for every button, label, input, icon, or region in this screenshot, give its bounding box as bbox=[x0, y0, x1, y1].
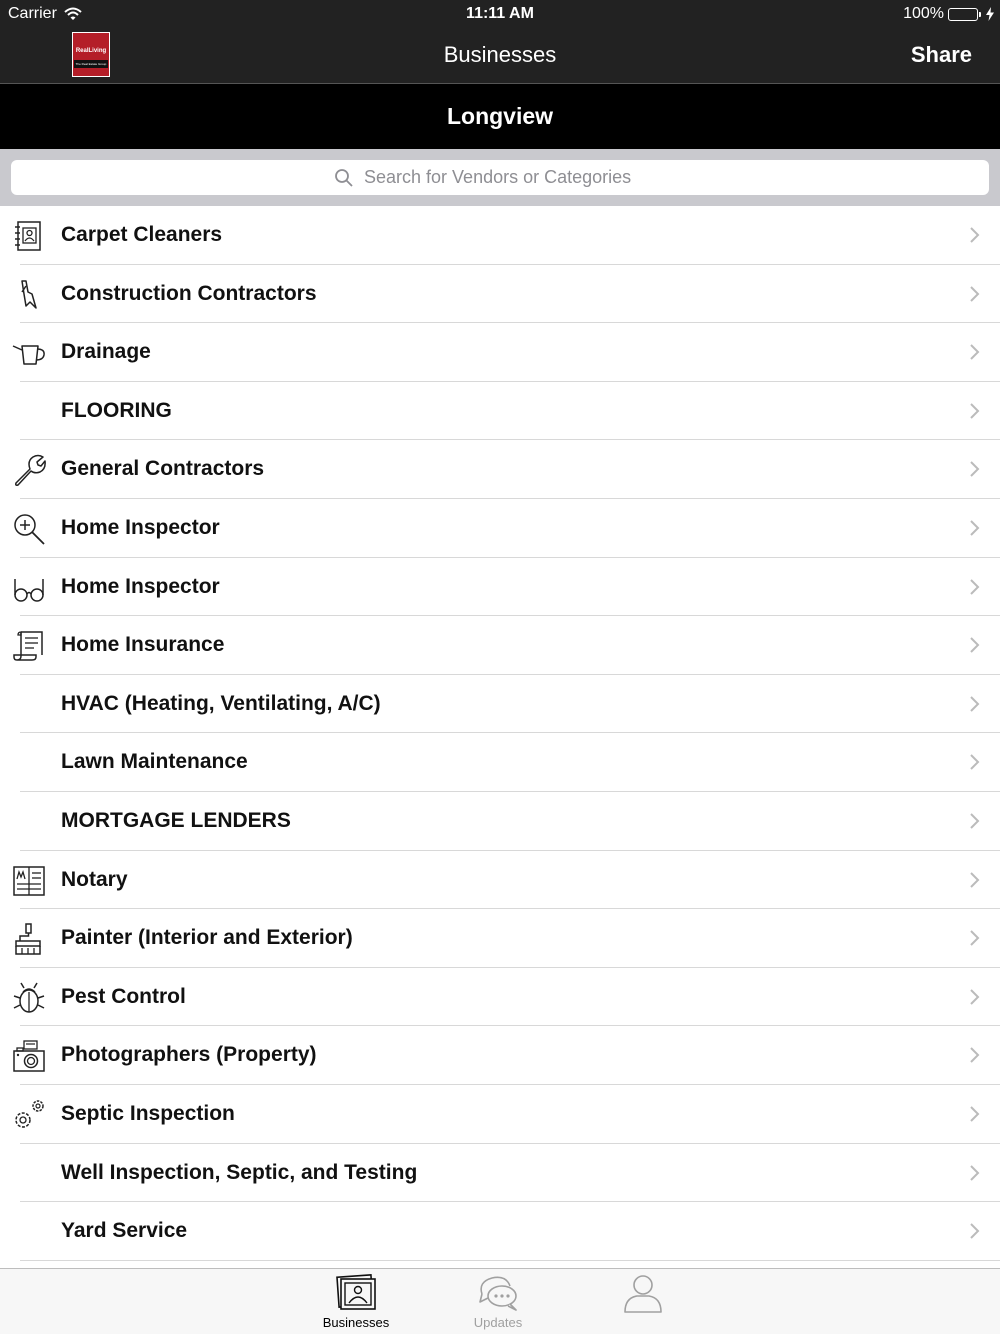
document-icon bbox=[12, 864, 46, 898]
list-item-label: FLOORING bbox=[61, 398, 172, 422]
list-item[interactable] bbox=[0, 968, 1000, 1027]
chevron-right-icon bbox=[968, 342, 980, 362]
category-list bbox=[0, 206, 1000, 1261]
search-bar bbox=[0, 149, 1000, 206]
list-item-label: Home Inspector bbox=[61, 515, 220, 539]
list-item[interactable] bbox=[0, 675, 1000, 734]
chevron-right-icon bbox=[968, 284, 980, 304]
list-item-label: Home Inspector bbox=[61, 574, 220, 598]
list-item[interactable] bbox=[0, 1085, 1000, 1144]
list-item[interactable] bbox=[0, 265, 1000, 324]
list-item[interactable] bbox=[0, 616, 1000, 675]
wrench-icon bbox=[12, 453, 46, 487]
chevron-right-icon bbox=[968, 1163, 980, 1183]
glasses-icon bbox=[12, 571, 46, 605]
list-item-label: Home Insurance bbox=[61, 633, 225, 657]
chevron-right-icon bbox=[968, 987, 980, 1007]
chevron-right-icon bbox=[968, 811, 980, 831]
watering-can-icon bbox=[12, 336, 46, 370]
carrier-label: Carrier bbox=[8, 5, 57, 22]
tab-bar bbox=[0, 1268, 1000, 1334]
photos-icon bbox=[334, 1272, 378, 1314]
list-item-label: HVAC (Heating, Ventilating, A/C) bbox=[61, 691, 381, 715]
list-item-label: Septic Inspection bbox=[61, 1101, 235, 1125]
status-bar bbox=[0, 0, 1000, 28]
list-item-label: Yard Service bbox=[61, 1219, 188, 1243]
list-item[interactable] bbox=[0, 382, 1000, 441]
list-item[interactable] bbox=[0, 206, 1000, 265]
status-time: 11:11 AM bbox=[466, 5, 534, 22]
list-item[interactable] bbox=[0, 1026, 1000, 1085]
list-item[interactable] bbox=[0, 733, 1000, 792]
chevron-right-icon bbox=[968, 401, 980, 421]
list-item[interactable] bbox=[0, 851, 1000, 910]
list-item-label: Lawn Maintenance bbox=[61, 750, 248, 774]
list-item-label: Drainage bbox=[61, 340, 151, 364]
chevron-right-icon bbox=[968, 928, 980, 948]
tab-profile[interactable] bbox=[593, 1269, 693, 1335]
list-item-label: Painter (Interior and Exterior) bbox=[61, 926, 353, 950]
list-item-label: Carpet Cleaners bbox=[61, 223, 223, 246]
chevron-right-icon bbox=[968, 459, 980, 479]
battery-icon bbox=[948, 8, 978, 21]
charging-bolt-icon bbox=[986, 7, 994, 21]
camera-icon bbox=[12, 1039, 46, 1073]
list-item-label: Construction Contractors bbox=[61, 281, 317, 305]
tab-businesses[interactable] bbox=[306, 1269, 406, 1335]
page-title: Businesses bbox=[443, 42, 557, 67]
list-item[interactable] bbox=[0, 1202, 1000, 1261]
list-item[interactable] bbox=[0, 1144, 1000, 1203]
trowel-icon bbox=[12, 278, 46, 312]
chat-bubbles-icon bbox=[476, 1272, 520, 1314]
profile-icon bbox=[621, 1272, 665, 1314]
address-book-icon bbox=[12, 219, 46, 253]
list-item-label: Photographers (Property) bbox=[61, 1043, 317, 1067]
search-box[interactable] bbox=[11, 160, 989, 195]
chevron-right-icon bbox=[968, 694, 980, 714]
search-input[interactable] bbox=[362, 166, 666, 189]
chevron-right-icon bbox=[968, 752, 980, 772]
battery-indicator bbox=[903, 5, 994, 23]
logo-tagline: The Real Estate Group bbox=[75, 62, 107, 66]
navigation-bar bbox=[0, 28, 1000, 84]
chevron-right-icon bbox=[968, 577, 980, 597]
list-item[interactable] bbox=[0, 499, 1000, 558]
zoom-in-icon bbox=[12, 512, 46, 546]
list-item-label: Well Inspection, Septic, and Testing bbox=[61, 1160, 418, 1184]
chevron-right-icon bbox=[968, 225, 980, 245]
search-icon bbox=[334, 168, 354, 188]
list-item-label: General Contractors bbox=[61, 457, 265, 481]
bug-icon bbox=[12, 981, 46, 1015]
list-item[interactable] bbox=[0, 558, 1000, 617]
battery-percent: 100% bbox=[903, 5, 944, 22]
list-item-label: MORTGAGE LENDERS bbox=[61, 808, 291, 832]
list-item[interactable] bbox=[0, 909, 1000, 968]
list-item[interactable] bbox=[0, 323, 1000, 382]
tab-label: Updates bbox=[473, 1315, 523, 1330]
gears-icon bbox=[12, 1098, 46, 1132]
list-item-label: Notary bbox=[61, 867, 128, 891]
chevron-right-icon bbox=[968, 1221, 980, 1241]
logo-brand: RealLiving bbox=[75, 48, 107, 54]
paint-brush-icon bbox=[12, 922, 46, 956]
chevron-right-icon bbox=[968, 518, 980, 538]
list-item-label: Pest Control bbox=[61, 984, 186, 1008]
chevron-right-icon bbox=[968, 1045, 980, 1065]
city-header: Longview bbox=[0, 84, 1000, 149]
list-item[interactable] bbox=[0, 440, 1000, 499]
tab-label: Businesses bbox=[322, 1315, 390, 1330]
scroll-icon bbox=[12, 629, 46, 663]
tab-updates[interactable] bbox=[448, 1269, 548, 1335]
chevron-right-icon bbox=[968, 870, 980, 890]
chevron-right-icon bbox=[968, 1104, 980, 1124]
list-item[interactable] bbox=[0, 792, 1000, 851]
share-button[interactable]: Share bbox=[910, 42, 972, 67]
chevron-right-icon bbox=[968, 635, 980, 655]
